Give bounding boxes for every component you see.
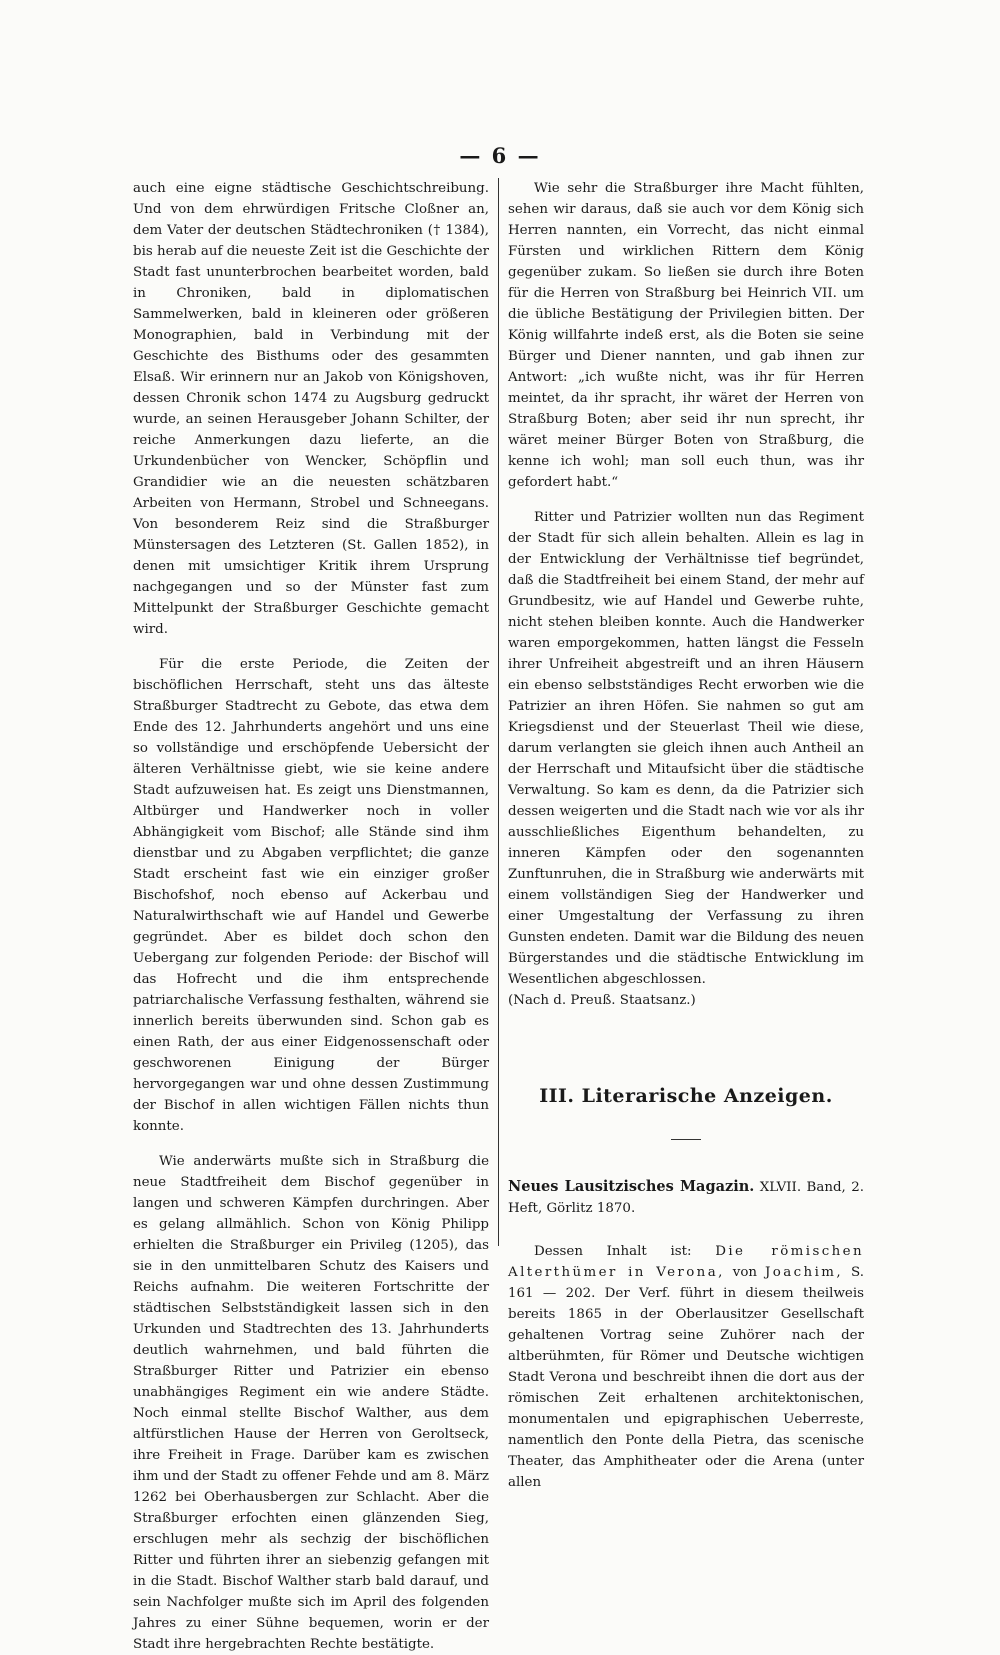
- review-author: Joachim,: [765, 1265, 844, 1280]
- review-article-title: Die römischen Alterthümer in Verona,: [508, 1244, 865, 1280]
- page-number: — 6 —: [459, 143, 541, 168]
- review-citation: XLVII. Band, 2. Heft, Görlitz 1870.: [508, 1180, 864, 1216]
- left-column: [133, 178, 489, 1655]
- source-attribution: (Nach d. Preuß. Staatsanz.): [508, 993, 696, 1008]
- paragraph: Wie anderwärts mußte sich in Straßburg die neue Stadtfreiheit dem Bischof gegenüber in langen und schweren Kämpfen durchringen. Aber es gelang allmählich. Schon von König Philipp erhielten die Straßburger ein Privileg (1205), das sie in den unmittelbaren Schutz des Kaisers und Reichs aufnahm. Die weiteren Fortschritte der städtischen Selbstständigkeit lassen sich in den Urkunden und Stadtrechten des 13. Jahrhunderts deutlich wahrnehmen, und bald führten die Straßburger Ritter und Patrizier ein ebenso unabhängiges Regiment ein wie andere Städte. Noch einmal stellte Bischof Walther, aus dem altfürstlichen Hause der Herren von Geroltseck, ihre Freiheit in Frage. Darüber kam es zwischen ihm und der Stadt zu offener Fehde und am 8. März 1262 bei Oberhausbergen zur Schlacht. Aber die Straßburger erfochten einen glänzenden Sieg, erschlugen mehr als sechzig der bischöflichen Ritter und führten ihrer an siebenzig gefangen mit in die Stadt. Bischof Walther starb bald darauf, und sein Nachfolger mußte sich im April des folgenden Jahres zu einer Sühne bequemen, worin er der Stadt ihre hergebrachten Rechte bestätigte.: [133, 1154, 489, 1652]
- review-intro: Dessen Inhalt ist:: [534, 1244, 692, 1259]
- paragraph: auch eine eigne städtische Geschichtschreibung. Und von dem ehrwürdigen Fritsche Cloßner an, dem Vater der deutschen Städtechroniken († 1384), bis herab auf die neueste Zeit ist die Geschichte der Stadt fast ununterbrochen bearbeitet worden, bald in Chroniken, bald in diplomatischen Sammelwerken, bald in kleineren oder größeren Monographien, bald in Verbindung mit der Geschichte des Bisthums oder des gesammten Elsaß. Wir erinnern nur an Jakob von Königshoven, dessen Chronik schon 1474 zu Augsburg gedruckt wurde, an seinen Herausgeber Johann Schilter, der reiche Anmerkungen dazu lieferte, an die Urkundenbücher von Wencker, Schöpflin und Grandidier wie an die neuesten schätzbaren Arbeiten von Hermann, Strobel und Schneegans. Von besonderem Reiz sind die Straßburger Münstersagen des Letzteren (St. Gallen 1852), in denen mit umsichtiger Kritik ihrem Ursprung nachgegangen und so der Münster fast zum Mittelpunkt der Straßburger Geschichte gemacht wird.: [133, 181, 489, 637]
- paragraph: Wie sehr die Straßburger ihre Macht fühlten, sehen wir daraus, daß sie auch vor dem König sich Herren nannten, ein Vorrecht, das nicht einmal Fürsten und wirklichen Rittern dem König gegenüber zukam. So ließen sie durch ihre Boten für die Herren von Straßburg bei Heinrich VII. um die übliche Bestätigung der Privilegien bitten. Der König willfahrte indeß erst, als die Boten sie seine Bürger und Diener nannten, und gab ihnen zur Antwort: „ich wußte nicht, was ihr für Herren meintet, da ihr spracht, ihr wäret der Herren von Straßburg Boten; aber seid ihr nun sprecht, ihr wäret meiner Bürger Boten von Straßburg, die kenne ich wohl; man soll euch thun, was ihr gefordert habt.“: [508, 181, 864, 490]
- paragraph: Ritter und Patrizier wollten nun das Regiment der Stadt für sich allein behalten. Allein es lag in der Entwicklung der Verhältnisse tief begründet, daß die Stadtfreiheit bei einem Stand, der mehr auf Grundbesitz, wie auf Handel und Gewerbe ruhte, nicht stehen bleiben konnte. Auch die Handwerker waren emporgekommen, hatten längst die Fesseln ihrer Unfreiheit abgestreift und an ihren Häusern ein ebenso selbstständiges Recht erworben wie die Patrizier an ihren Höfen. Sie nahmen so gut am Kriegsdienst und der Steuerlast Theil wie diese, darum verlangten sie gleich ihnen auch Antheil an der Herrschaft und Mitaufsicht über die städtische Verwaltung. So kam es denn, da die Patrizier sich dessen weigerten und die Stadt nach wie vor als ihr ausschließliches Eigenthum behandelten, zu inneren Kämpfen oder den sogenannten Zunftunruhen, die in Straßburg wie anderwärts mit einem vollständigen Sieg der Handwerker und einer Umgestaltung der Verfassung zu ihren Gunsten endeten. Damit war die Bildung des neuen Bürgerstandes und die städtische Entwicklung im Wesentlichen abgeschlossen.: [508, 510, 864, 987]
- review-title: Neues Lausitzisches Magazin.: [508, 1178, 755, 1195]
- review-author-prefix: von: [732, 1265, 758, 1280]
- right-column: [508, 178, 864, 1493]
- review-body: [508, 1241, 864, 1493]
- section-heading: III. Literarische Anzeigen.: [539, 1085, 833, 1107]
- review-text: S. 161 — 202. Der Verf. führt in diesem theilweis bereits 1865 in der Oberlausitzer Gesellschaft gehaltenen Vortrag seine Zuhörer nach der altberühmten, für Römer und Deutsche wichtigen Stadt Verona und beschreibt ihnen die dort aus der römischen Zeit erhaltenen architektonischen, monumentalen und epigraphischen Ueberreste, namentlich den Ponte della Pietra, das scenische Theater, das Amphitheater oder die Arena (unter allen: [508, 1265, 864, 1490]
- column-divider: [498, 178, 499, 1246]
- review-entry: [508, 1176, 864, 1219]
- paragraph: Für die erste Periode, die Zeiten der bischöflichen Herrschaft, steht uns das älteste Straßburger Stadtrecht zu Gebote, das etwa dem Ende des 12. Jahrhunderts angehört und uns eine so vollständige und erschöpfende Uebersicht der älteren Verhältnisse giebt, wie sie keine andere Stadt aufzuweisen hat. Es zeigt uns Dienstmannen, Altbürger und Handwerker noch in voller Abhängigkeit vom Bischof; alle Stände sind ihm dienstbar und zu Abgaben verpflichtet; die ganze Stadt erscheint fast wie ein einziger großer Bischofshof, noch ebenso auf Ackerbau und Naturalwirthschaft wie auf Handel und Gewerbe gegründet. Aber es bildet doch schon den Uebergang zur folgenden Periode: der Bischof will das Hofrecht und die ihm entsprechende patriarchalische Verfassung festhalten, während sie innerlich bereits überwunden sind. Schon gab es einen Rath, der aus einer Eidgenossenschaft oder geschworenen Einigung der Bürger hervorgegangen war und ohne dessen Zustimmung der Bischof in allen wichtigen Fällen nichts thun konnte.: [133, 657, 489, 1134]
